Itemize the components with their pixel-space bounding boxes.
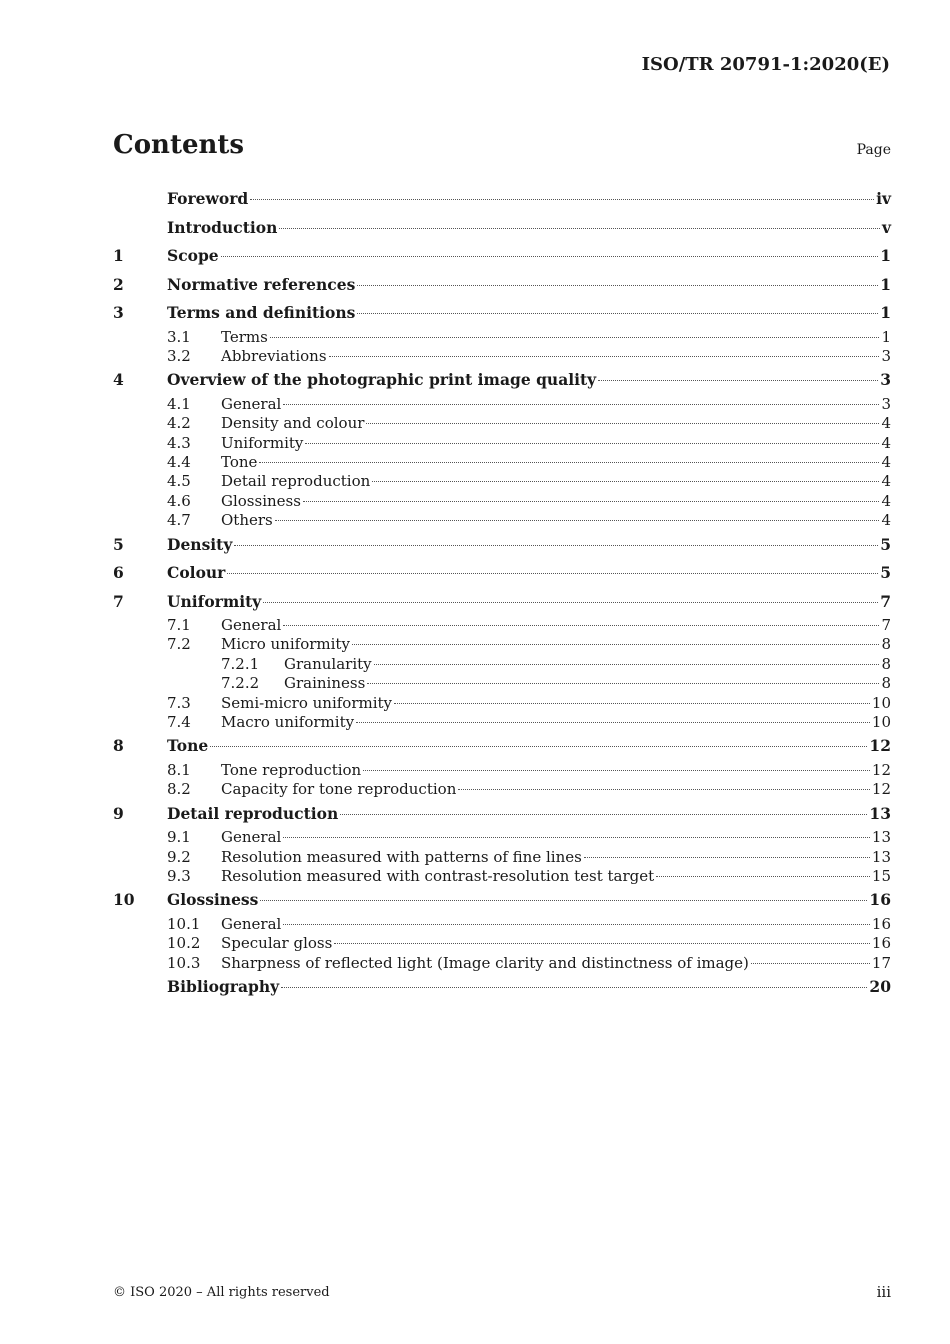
toc-entry-title: General: [221, 914, 282, 933]
toc-entry[interactable]: [113, 828, 891, 847]
toc-entry-page: 15: [871, 866, 891, 885]
toc-entry-title: General: [221, 616, 282, 635]
toc-entry-page: 7: [880, 591, 891, 611]
toc-entry[interactable]: [113, 531, 891, 560]
toc-entry-number: 9.1: [167, 828, 191, 847]
toc-entry-number: 8: [113, 736, 124, 756]
toc-dot-leader: [394, 703, 870, 704]
toc-dot-leader: [374, 664, 880, 665]
toc-entry-page: 1: [881, 327, 891, 346]
toc-entry-page: v: [881, 217, 891, 237]
toc-dot-leader: [227, 573, 878, 574]
toc-entry[interactable]: [113, 366, 891, 395]
toc-entry-page: 12: [871, 780, 891, 799]
toc-entry[interactable]: [113, 434, 891, 453]
toc-dot-leader: [263, 602, 878, 603]
toc-entry-title: Tone: [167, 736, 209, 756]
toc-entry-number: 9: [113, 803, 124, 823]
toc-entry[interactable]: [113, 395, 891, 414]
toc-entry[interactable]: [113, 616, 891, 635]
toc-entry-number: 5: [113, 534, 124, 554]
toc-entry-number: 4.3: [167, 433, 191, 452]
toc-entry-title: Sharpness of reflected light (Image clarity and distinctness of image): [221, 953, 749, 972]
toc-entry[interactable]: [113, 492, 891, 511]
toc-entry-title: Macro uniformity: [221, 712, 355, 731]
toc-entry-number: 7: [113, 591, 124, 611]
toc-entry-page: 12: [869, 736, 891, 756]
table-of-contents: [113, 185, 891, 1001]
document-code: ISO/TR 20791-1:2020(E): [641, 54, 890, 75]
toc-entry-title: Tone reproduction: [221, 760, 362, 779]
toc-dot-leader: [259, 462, 879, 463]
toc-dot-leader: [334, 943, 870, 944]
toc-entry-number: 7.1: [167, 616, 191, 635]
toc-entry[interactable]: [113, 271, 891, 300]
toc-entry[interactable]: [113, 242, 891, 271]
toc-entry-title: Overview of the photographic print image quality: [167, 370, 597, 390]
toc-entry-title: Normative references: [167, 274, 356, 294]
toc-dot-leader: [357, 313, 878, 314]
toc-entry-title: Detail reproduction: [167, 803, 339, 823]
toc-entry-page: 8: [881, 635, 891, 654]
toc-entry-page: 1: [880, 246, 891, 265]
toc-entry-title: Uniformity: [167, 591, 262, 611]
toc-dot-leader: [305, 443, 879, 444]
toc-entry[interactable]: [113, 800, 891, 829]
toc-entry-title: Foreword: [167, 189, 249, 208]
toc-entry[interactable]: [113, 635, 891, 654]
toc-dot-leader: [250, 199, 874, 200]
toc-entry-title: Semi-micro uniformity: [221, 693, 393, 712]
toc-entry-page: 12: [871, 760, 891, 779]
toc-entry-title: Colour: [167, 563, 226, 583]
toc-dot-leader: [270, 337, 880, 338]
toc-entry[interactable]: [113, 886, 891, 915]
toc-entry[interactable]: [113, 472, 891, 491]
toc-entry-title: General: [221, 394, 282, 413]
toc-entry-page: 5: [880, 534, 891, 554]
toc-dot-leader: [283, 625, 879, 626]
toc-dot-leader: [283, 924, 870, 925]
toc-entry-page: 16: [871, 934, 891, 953]
toc-entry[interactable]: [113, 761, 891, 780]
toc-entry-title: Density: [167, 534, 233, 554]
toc-entry-page: 20: [869, 976, 891, 996]
page-column-label: Page: [856, 142, 891, 158]
toc-dot-leader: [283, 837, 870, 838]
toc-dot-leader: [372, 481, 879, 482]
toc-entry[interactable]: [113, 511, 891, 530]
toc-entry-title: Others: [221, 511, 273, 530]
toc-entry-page: 13: [871, 847, 891, 866]
toc-entry-page: 10: [871, 693, 891, 712]
toc-entry-page: 3: [881, 346, 891, 365]
toc-entry-title: Uniformity: [221, 433, 304, 452]
toc-entry-number: 4.7: [167, 511, 191, 530]
toc-entry-title: Resolution measured with contrast-resolution test target: [221, 866, 655, 885]
toc-entry-number: 10.1: [167, 914, 201, 933]
toc-entry[interactable]: [113, 780, 891, 799]
toc-entry[interactable]: [113, 328, 891, 347]
toc-dot-leader: [357, 285, 878, 286]
toc-dot-leader: [329, 356, 880, 357]
toc-entry-page: 3: [880, 370, 891, 390]
toc-entry-title: General: [221, 828, 282, 847]
toc-dot-leader: [584, 857, 870, 858]
toc-entry-number: 4.4: [167, 452, 191, 471]
toc-entry-title: Resolution measured with patterns of fine lines: [221, 847, 582, 866]
toc-dot-leader: [458, 789, 870, 790]
toc-entry-number: 7.2.2: [221, 674, 260, 693]
toc-entry-number: 7.2.1: [221, 654, 260, 673]
toc-entry-title: Scope: [167, 246, 219, 265]
toc-entry-title: Glossiness: [221, 491, 301, 510]
toc-entry[interactable]: [113, 674, 891, 693]
toc-entry-page: 13: [869, 803, 891, 823]
toc-entry-title: Glossiness: [167, 890, 259, 910]
toc-entry-title: Terms and definitions: [167, 303, 356, 322]
toc-entry-page: 7: [881, 616, 891, 635]
toc-entry-number: 4.2: [167, 414, 191, 433]
toc-dot-leader: [234, 545, 878, 546]
toc-dot-leader: [279, 228, 880, 229]
toc-entry-page: 3: [881, 394, 891, 413]
toc-entry-page: 5: [880, 563, 891, 583]
toc-entry-title: Density and colour: [221, 414, 365, 433]
toc-entry-number: 3.1: [167, 327, 191, 346]
toc-entry[interactable]: [113, 867, 891, 886]
toc-entry-page: 4: [881, 433, 891, 452]
toc-entry-page: 16: [869, 890, 891, 910]
toc-entry[interactable]: [113, 973, 891, 1002]
toc-entry-page: 1: [880, 274, 891, 294]
toc-dot-leader: [656, 876, 870, 877]
toc-dot-leader: [281, 987, 867, 988]
toc-entry-title: Tone: [221, 452, 258, 471]
toc-entry-number: 9.3: [167, 866, 191, 885]
toc-entry[interactable]: [113, 299, 891, 328]
toc-entry-title: Bibliography: [167, 976, 280, 996]
toc-entry-page: 8: [881, 654, 891, 673]
toc-entry-number: 6: [113, 563, 124, 583]
toc-entry[interactable]: [113, 732, 891, 761]
toc-entry-number: 4.1: [167, 394, 191, 413]
toc-entry-page: iv: [876, 189, 891, 208]
toc-entry-number: 8.1: [167, 760, 191, 779]
footer-page-number: iii: [876, 1283, 891, 1301]
toc-entry-number: 10.3: [167, 953, 201, 972]
toc-entry-number: 2: [113, 274, 124, 294]
toc-entry-title: Abbreviations: [221, 346, 327, 365]
toc-entry[interactable]: [113, 934, 891, 953]
toc-entry-number: 7.4: [167, 712, 191, 731]
toc-dot-leader: [340, 814, 867, 815]
toc-entry-number: 10: [113, 890, 135, 910]
toc-entry[interactable]: [113, 559, 891, 588]
toc-entry-page: 8: [881, 674, 891, 693]
toc-dot-leader: [260, 900, 867, 901]
toc-entry-title: Terms: [221, 327, 268, 346]
toc-entry[interactable]: [113, 848, 891, 867]
toc-entry-page: 4: [881, 414, 891, 433]
toc-entry-title: Introduction: [167, 217, 278, 237]
toc-entry-page: 4: [881, 472, 891, 491]
toc-entry-number: 4: [113, 370, 124, 390]
toc-entry[interactable]: [113, 214, 891, 243]
toc-entry-page: 4: [881, 491, 891, 510]
toc-entry[interactable]: [113, 954, 891, 973]
toc-entry-number: 4.5: [167, 472, 191, 491]
toc-entry[interactable]: [113, 655, 891, 674]
toc-entry-number: 8.2: [167, 780, 191, 799]
toc-entry-title: Micro uniformity: [221, 635, 350, 654]
toc-entry-page: 4: [881, 452, 891, 471]
toc-entry[interactable]: [113, 915, 891, 934]
toc-dot-leader: [598, 380, 878, 381]
toc-entry-page: 4: [881, 511, 891, 530]
toc-dot-leader: [352, 644, 880, 645]
toc-entry[interactable]: [113, 588, 891, 617]
contents-title: Contents: [113, 130, 245, 160]
toc-dot-leader: [275, 520, 880, 521]
toc-entry-number: 10.2: [167, 934, 201, 953]
toc-dot-leader: [363, 770, 870, 771]
footer-copyright: © ISO 2020 – All rights reserved: [113, 1285, 330, 1300]
toc-entry-number: 3: [113, 303, 124, 322]
toc-entry-title: Graininess: [284, 674, 366, 693]
toc-entry-number: 4.6: [167, 491, 191, 510]
toc-entry[interactable]: [113, 694, 891, 713]
toc-dot-leader: [356, 722, 870, 723]
toc-entry-title: Granularity: [284, 654, 372, 673]
toc-dot-leader: [366, 423, 879, 424]
toc-dot-leader: [283, 404, 879, 405]
toc-dot-leader: [210, 746, 867, 747]
toc-entry-title: Capacity for tone reproduction: [221, 780, 457, 799]
toc-entry-number: 7.3: [167, 693, 191, 712]
toc-entry-title: Detail reproduction: [221, 472, 371, 491]
toc-entry[interactable]: [113, 414, 891, 433]
toc-dot-leader: [303, 501, 880, 502]
toc-entry-page: 13: [871, 828, 891, 847]
toc-entry[interactable]: [113, 347, 891, 366]
toc-entry[interactable]: [113, 185, 891, 214]
toc-entry-number: 7.2: [167, 635, 191, 654]
toc-entry-title: Specular gloss: [221, 934, 333, 953]
toc-dot-leader: [367, 683, 879, 684]
toc-dot-leader: [751, 963, 870, 964]
toc-entry-page: 1: [880, 303, 891, 322]
toc-entry[interactable]: [113, 713, 891, 732]
toc-entry-page: 16: [871, 914, 891, 933]
toc-entry-page: 10: [871, 712, 891, 731]
toc-entry-number: 1: [113, 246, 124, 265]
toc-dot-leader: [221, 256, 879, 257]
toc-entry-number: 3.2: [167, 346, 191, 365]
toc-entry-page: 17: [871, 953, 891, 972]
toc-entry-number: 9.2: [167, 847, 191, 866]
toc-entry[interactable]: [113, 453, 891, 472]
